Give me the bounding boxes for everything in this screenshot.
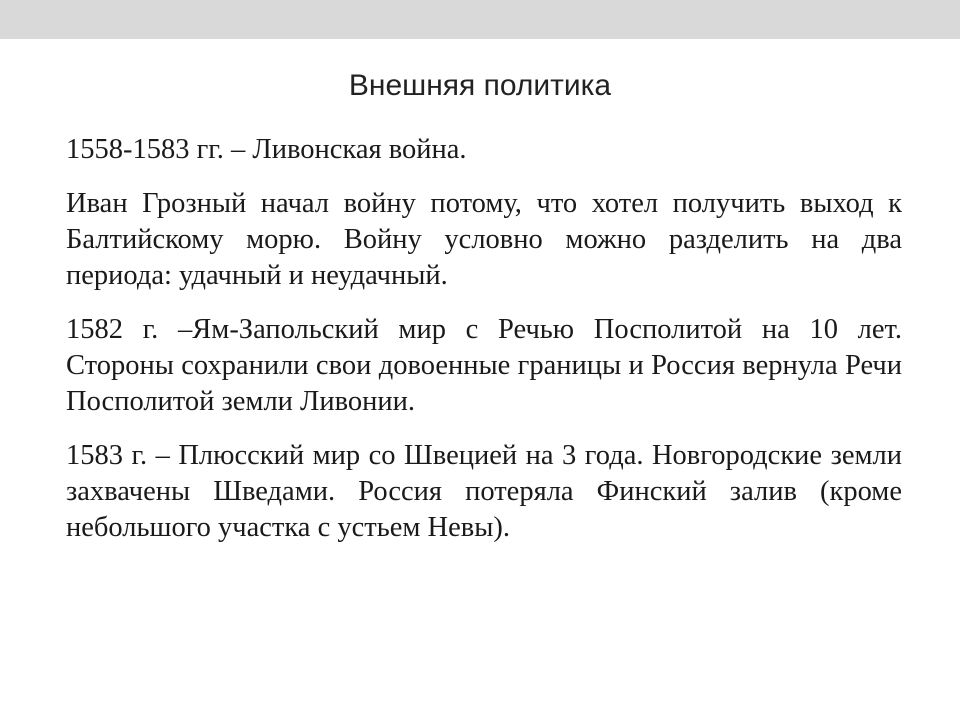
paragraph-plyussa-peace: 1583 г. – Плюсский мир со Швецией на 3 года. Новгородские земли захвачены Шведами. Россия потеряла Финский залив (кроме небольшого участка с устьем Невы). [66, 440, 902, 543]
paragraph-livonian-war: 1558-1583 гг. – Ливонская война. [66, 134, 467, 165]
slide-body [66, 132, 902, 564]
top-bar [0, 0, 960, 39]
paragraph-war-reason: Иван Грозный начал войну потому, что хотел получить выход к Балтийскому морю. Войну условно можно разделить на два периода: удачный и неудачный. [66, 188, 902, 291]
paragraph-yam-zapolsky-peace: 1582 г. –Ям-Запольский мир с Речью Посполитой на 10 лет. Стороны сохранили свои довоенные границы и Россия вернула Речи Посполитой земли Ливонии. [66, 314, 902, 417]
slide-title: Внешняя политика [348, 69, 612, 102]
